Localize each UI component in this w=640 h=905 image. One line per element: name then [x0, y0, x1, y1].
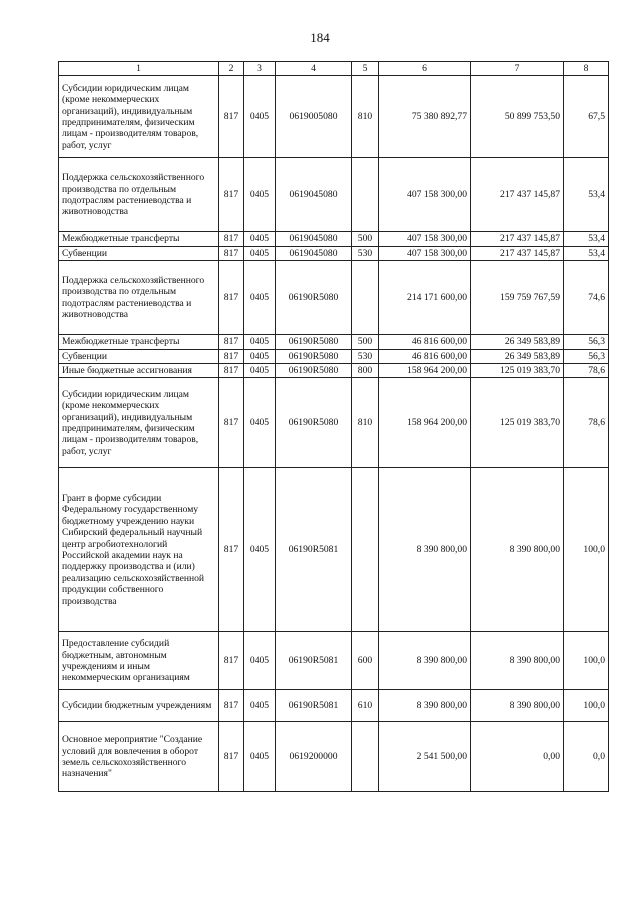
table-row — [59, 364, 609, 378]
header-col-4: 4 — [276, 62, 352, 76]
row-planned: 2 541 500,00 — [379, 722, 471, 792]
row-executed: 159 759 767,59 — [471, 261, 564, 335]
row-expense-type — [352, 158, 379, 232]
row-executed: 8 390 800,00 — [471, 690, 564, 722]
row-percent: 53,4 — [564, 232, 609, 246]
row-expense-type: 610 — [352, 690, 379, 722]
row-section-code: 0405 — [244, 232, 276, 246]
table-row — [59, 261, 609, 335]
row-ministry-code: 817 — [219, 232, 244, 246]
row-target-code: 06190R5080 — [276, 378, 352, 468]
row-executed: 26 349 583,89 — [471, 349, 564, 363]
row-section-code: 0405 — [244, 335, 276, 349]
row-percent: 0,0 — [564, 722, 609, 792]
row-target-code: 0619200000 — [276, 722, 352, 792]
row-name: Предоставление субсидий бюджетным, автономным учреждениям и иным некоммерческим организациям — [59, 632, 219, 690]
row-planned: 8 390 800,00 — [379, 632, 471, 690]
row-percent: 56,3 — [564, 335, 609, 349]
row-planned: 407 158 300,00 — [379, 232, 471, 246]
row-percent: 53,4 — [564, 246, 609, 260]
row-percent: 67,5 — [564, 76, 609, 158]
row-target-code: 06190R5081 — [276, 632, 352, 690]
row-executed: 217 437 145,87 — [471, 246, 564, 260]
table-row — [59, 378, 609, 468]
table-row — [59, 349, 609, 363]
header-col-3: 3 — [244, 62, 276, 76]
header-col-5: 5 — [352, 62, 379, 76]
row-target-code: 0619045080 — [276, 246, 352, 260]
table-row — [59, 246, 609, 260]
row-section-code: 0405 — [244, 76, 276, 158]
header-col-1: 1 — [59, 62, 219, 76]
row-name: Поддержка сельскохозяйственного производства по отдельным подотраслям растениеводства и животноводства — [59, 261, 219, 335]
row-planned: 158 964 200,00 — [379, 378, 471, 468]
row-percent: 100,0 — [564, 690, 609, 722]
row-ministry-code: 817 — [219, 76, 244, 158]
row-ministry-code: 817 — [219, 722, 244, 792]
row-name: Субвенции — [59, 349, 219, 363]
row-executed: 125 019 383,70 — [471, 364, 564, 378]
table-row — [59, 76, 609, 158]
row-expense-type: 810 — [352, 76, 379, 158]
row-ministry-code: 817 — [219, 378, 244, 468]
row-ministry-code: 817 — [219, 468, 244, 632]
row-percent: 53,4 — [564, 158, 609, 232]
row-planned: 8 390 800,00 — [379, 468, 471, 632]
row-executed: 217 437 145,87 — [471, 158, 564, 232]
row-ministry-code: 817 — [219, 349, 244, 363]
row-expense-type: 600 — [352, 632, 379, 690]
row-target-code: 0619045080 — [276, 232, 352, 246]
row-target-code: 06190R5080 — [276, 335, 352, 349]
row-target-code: 0619005080 — [276, 76, 352, 158]
header-col-7: 7 — [471, 62, 564, 76]
row-planned: 407 158 300,00 — [379, 246, 471, 260]
row-name: Иные бюджетные ассигнования — [59, 364, 219, 378]
row-section-code: 0405 — [244, 632, 276, 690]
header-col-8: 8 — [564, 62, 609, 76]
header-col-2: 2 — [219, 62, 244, 76]
row-expense-type: 800 — [352, 364, 379, 378]
row-expense-type — [352, 722, 379, 792]
row-expense-type: 530 — [352, 349, 379, 363]
row-expense-type — [352, 261, 379, 335]
row-planned: 158 964 200,00 — [379, 364, 471, 378]
row-section-code: 0405 — [244, 158, 276, 232]
row-percent: 78,6 — [564, 378, 609, 468]
row-executed: 0,00 — [471, 722, 564, 792]
row-planned: 407 158 300,00 — [379, 158, 471, 232]
row-planned: 46 816 600,00 — [379, 335, 471, 349]
table-row — [59, 468, 609, 632]
row-executed: 8 390 800,00 — [471, 468, 564, 632]
row-executed: 8 390 800,00 — [471, 632, 564, 690]
row-expense-type — [352, 468, 379, 632]
row-target-code: 06190R5080 — [276, 349, 352, 363]
row-section-code: 0405 — [244, 349, 276, 363]
row-target-code: 06190R5081 — [276, 690, 352, 722]
row-executed: 217 437 145,87 — [471, 232, 564, 246]
row-executed: 125 019 383,70 — [471, 378, 564, 468]
row-section-code: 0405 — [244, 246, 276, 260]
row-ministry-code: 817 — [219, 158, 244, 232]
row-section-code: 0405 — [244, 261, 276, 335]
row-name: Субсидии юридическим лицам (кроме некоммерческих организаций), индивидуальным предпринимателям, физическим лицам - производителям товаров, работ, услуг — [59, 378, 219, 468]
row-percent: 100,0 — [564, 468, 609, 632]
row-percent: 78,6 — [564, 364, 609, 378]
row-name: Основное мероприятие "Создание условий для вовлечения в оборот земель сельскохозяйственного назначения" — [59, 722, 219, 792]
row-percent: 74,6 — [564, 261, 609, 335]
row-planned: 214 171 600,00 — [379, 261, 471, 335]
row-target-code: 06190R5080 — [276, 364, 352, 378]
row-name: Межбюджетные трансферты — [59, 232, 219, 246]
header-row — [59, 62, 609, 76]
table-row — [59, 335, 609, 349]
row-ministry-code: 817 — [219, 246, 244, 260]
budget-table — [58, 61, 609, 792]
row-target-code: 06190R5080 — [276, 261, 352, 335]
row-name: Субвенции — [59, 246, 219, 260]
row-ministry-code: 817 — [219, 335, 244, 349]
row-expense-type: 810 — [352, 378, 379, 468]
row-percent: 100,0 — [564, 632, 609, 690]
row-section-code: 0405 — [244, 690, 276, 722]
table-row — [59, 690, 609, 722]
row-ministry-code: 817 — [219, 364, 244, 378]
row-name: Поддержка сельскохозяйственного производства по отдельным подотраслям растениеводства и животноводства — [59, 158, 219, 232]
row-expense-type: 500 — [352, 335, 379, 349]
row-section-code: 0405 — [244, 722, 276, 792]
row-ministry-code: 817 — [219, 261, 244, 335]
row-executed: 50 899 753,50 — [471, 76, 564, 158]
row-planned: 46 816 600,00 — [379, 349, 471, 363]
row-section-code: 0405 — [244, 378, 276, 468]
table-row — [59, 722, 609, 792]
row-name: Субсидии юридическим лицам (кроме некоммерческих организаций), индивидуальным предпринимателям, физическим лицам - производителям товаров, работ, услуг — [59, 76, 219, 158]
row-executed: 26 349 583,89 — [471, 335, 564, 349]
row-expense-type: 500 — [352, 232, 379, 246]
row-planned: 8 390 800,00 — [379, 690, 471, 722]
row-name: Субсидии бюджетным учреждениям — [59, 690, 219, 722]
row-ministry-code: 817 — [219, 632, 244, 690]
header-col-6: 6 — [379, 62, 471, 76]
row-target-code: 0619045080 — [276, 158, 352, 232]
row-section-code: 0405 — [244, 364, 276, 378]
page-number: 184 — [310, 30, 330, 45]
row-section-code: 0405 — [244, 468, 276, 632]
table-row — [59, 158, 609, 232]
row-planned: 75 380 892,77 — [379, 76, 471, 158]
row-expense-type: 530 — [352, 246, 379, 260]
row-target-code: 06190R5081 — [276, 468, 352, 632]
table-row — [59, 632, 609, 690]
row-name: Грант в форме субсидии Федеральному государственному бюджетному учреждению науки Сибирский федеральный научный центр агробиотехнологий Российской академии наук на поддержку производства и (или) реализацию сельскохозяйственной продукции собственного производства — [59, 468, 219, 632]
row-name: Межбюджетные трансферты — [59, 335, 219, 349]
row-percent: 56,3 — [564, 349, 609, 363]
row-ministry-code: 817 — [219, 690, 244, 722]
table-row — [59, 232, 609, 246]
